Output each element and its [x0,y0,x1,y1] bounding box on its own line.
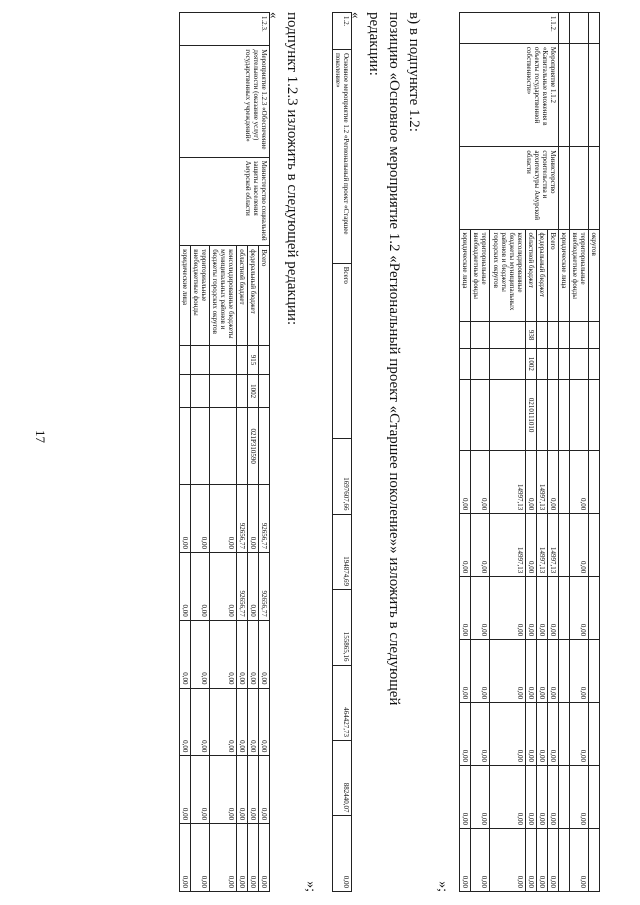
cell-value: 464427,73 [332,665,351,740]
cell-csr [547,379,558,450]
cell-grbs [471,322,490,349]
cell-csr [236,408,247,485]
cell-source: Всего [258,246,269,346]
cell-no [588,13,599,44]
cell-value: 0,00 [490,640,525,703]
cell-value: 0,00 [209,824,236,892]
cell-value: 882440,07 [332,740,351,815]
cell-source: Всего [547,229,558,322]
cell-value: 0,00 [547,828,558,891]
cell-value: 0,00 [460,451,471,514]
cell-value [558,514,569,577]
cell-value: 0,00 [569,514,588,577]
cell-value [558,766,569,829]
cell-value: 0,00 [525,577,536,640]
table-mid [332,12,352,892]
cell-value: 0,00 [547,451,558,514]
cell-value: 0,00 [179,756,190,824]
cell-value: 0,00 [525,703,536,766]
cell-value: 0,00 [247,756,258,824]
cell-value: 0,00 [236,756,247,824]
cell-value: 14997,13 [536,451,547,514]
table-row [258,13,269,892]
cell-value: 0,00 [490,828,525,891]
cell-csr [588,379,599,450]
cell-rz [179,374,190,407]
cell-source: юридические лица [558,229,569,322]
cell-grbs [209,346,236,375]
cell-value: 0,00 [179,552,190,620]
cell-source: округов [588,229,599,322]
cell-value: 0,00 [471,766,490,829]
cell-value: 0,00 [209,485,236,553]
cell-value: 0,00 [490,703,525,766]
cell-value: 0,00 [460,703,471,766]
cell-csr: 0210111010 [525,379,536,450]
cell-grbs [558,322,569,349]
cell-value: 0,00 [209,552,236,620]
cell-value: 0,00 [471,577,490,640]
cell-value: 0,00 [569,766,588,829]
cell-csr [209,408,236,485]
cell-grbs [190,346,209,375]
cell-value: 0,00 [209,756,236,824]
cell-no [569,13,588,44]
cell-value [588,514,599,577]
cell-value: 0,00 [190,620,209,688]
cell-source: областной бюджет [236,246,247,346]
cell-value: 14997,13 [490,451,525,514]
cell-value: 0,00 [258,688,269,756]
cell-csr [190,408,209,485]
cell-csr [490,379,525,450]
cell-no [558,13,569,44]
cell-value: 0,00 [247,620,258,688]
cell-csr [460,379,471,450]
cell-grbs [258,346,269,375]
cell-executor: Министерство строительства и архитектуры Амурской области [460,147,558,229]
cell-csr [471,379,490,450]
cell-value [558,577,569,640]
cell-rz [209,374,236,407]
cell-value: 0,00 [547,766,558,829]
cell-value: 0,00 [190,552,209,620]
cell-value [558,640,569,703]
cell-value: 0,00 [179,688,190,756]
cell-value: 92656,77 [258,485,269,553]
cell-value [588,766,599,829]
cell-rz [236,374,247,407]
text-line-2: позицию «Основное мероприятие 1.2 «Региональный проект «Старшее поколение»» изложить в следующей [386,12,402,706]
cell-value: 0,00 [258,824,269,892]
cell-value: 194874,69 [332,514,351,589]
cell-name [558,43,569,146]
cell-value: 0,00 [460,514,471,577]
cell-grbs [536,322,547,349]
cell-rz [569,348,588,379]
table-row [547,13,558,892]
cell-name [569,43,588,146]
cell-value: 0,00 [569,828,588,891]
text-line-1: в) в подпункте 1.2: [406,12,422,132]
cell-value: 0,00 [471,451,490,514]
cell-value: 0,00 [525,828,536,891]
cell-value: 14997,13 [536,514,547,577]
cell-rz [258,374,269,407]
cell-value: 0,00 [525,766,536,829]
cell-rz [547,348,558,379]
cell-value: 0,00 [569,577,588,640]
cell-csr [558,379,569,450]
cell-name: Основное мероприятие 1.2 «Региональный проект «Старшее поколение» [332,50,351,264]
cell-value [588,703,599,766]
cell-value: 0,00 [569,640,588,703]
text-line-3: редакции: [366,12,382,76]
cell-value: 14997,13 [490,514,525,577]
cell-value: 0,00 [536,766,547,829]
closing-quote-1: »; [435,881,450,892]
cell-value: 0,00 [460,828,471,891]
cell-value: 0,00 [258,756,269,824]
cell-rz: 1002 [525,348,536,379]
cell-value: 0,00 [490,577,525,640]
cell-source: юридические лица [460,229,471,322]
cell-grbs: 938 [525,322,536,349]
cell-source: территориальные внебюджетные фонды [190,246,209,346]
cell-name [588,43,599,146]
cell-no: 1.2.3. [179,13,269,46]
cell-value [558,828,569,891]
table-row [588,13,599,892]
table-top [459,12,600,892]
cell-grbs [460,322,471,349]
cell-grbs [588,322,599,349]
table-row [558,13,569,892]
cell-value: 92656,77 [236,485,247,553]
cell-value: 0,00 [190,756,209,824]
cell-value: 0,00 [536,703,547,766]
cell-executor [588,147,599,229]
cell-source: консолидированные бюджеты муниципальных районов и бюджеты городских округов [490,229,525,322]
cell-rz [460,348,471,379]
cell-grbs [569,322,588,349]
rotated-content [40,12,600,892]
cell-value: 0,00 [332,816,351,892]
cell-source: консолидированные бюджеты муниципальных районов и бюджеты городских округов [209,246,236,346]
cell-value: 0,00 [536,577,547,640]
cell-grbs [179,346,190,375]
cell-value: 0,00 [460,766,471,829]
cell-csr [569,379,588,450]
cell-no: 1.2. [332,13,351,50]
cell-value: 0,00 [547,703,558,766]
cell-source: юридические лица [179,246,190,346]
cell-value: 0,00 [209,620,236,688]
cell-value: 0,00 [460,577,471,640]
cell-value: 0,00 [471,640,490,703]
cell-source: областной бюджет [525,229,536,322]
cell-value [588,577,599,640]
cell-value: 0,00 [471,514,490,577]
cell-value: 0,00 [460,640,471,703]
cell-value: 0,00 [536,828,547,891]
cell-csr [179,408,190,485]
cell-source: федеральный бюджет [247,246,258,346]
cell-rz [536,348,547,379]
cell-value: 155865,16 [332,590,351,665]
cell-source: Всего [332,263,351,438]
cell-value [588,451,599,514]
cell-source: территориальные внебюджетные фонды [569,229,588,322]
cell-value: 0,00 [569,703,588,766]
cell-value: 0,00 [190,824,209,892]
cell-executor [558,147,569,229]
cell-csr [536,379,547,450]
cell-value: 0,00 [179,485,190,553]
cell-value: 0,00 [525,514,536,577]
opening-quote-2: « [267,12,282,19]
cell-value: 0,00 [209,688,236,756]
cell-value: 0,00 [525,451,536,514]
cell-value: 0,00 [471,703,490,766]
cell-value: 0,00 [236,824,247,892]
cell-name: Мероприятие 1.1.2 «Капитальные вложения в объекты государственной собственности» [460,43,558,146]
cell-value [588,640,599,703]
cell-value: 0,00 [190,688,209,756]
cell-value: 92656,77 [258,552,269,620]
cell-name: Мероприятие 1.2.3 «Обеспечение деятельности (оказание услуг) государственных учреждений» [179,46,269,157]
cell-value: 0,00 [236,688,247,756]
cell-csr [258,408,269,485]
cell-value: 0,00 [547,577,558,640]
cell-csr: 021P310590 [247,408,258,485]
cell-no: 1.1.2. [460,13,558,44]
cell-value: 0,00 [525,640,536,703]
cell-grbs [490,322,525,349]
cell-value [588,828,599,891]
cell-value: 1697607,66 [332,439,351,514]
cell-rz [190,374,209,407]
cell-grbs: 915 [247,346,258,375]
cell-rz: 1002 [247,374,258,407]
cell-value: 0,00 [190,485,209,553]
cell-value: 0,00 [179,620,190,688]
cell-value [558,451,569,514]
cell-value: 0,00 [247,688,258,756]
table-bottom [179,12,270,892]
cell-source: федеральный бюджет [536,229,547,322]
text-line-4: подпункт 1.2.3 изложить в следующей редакции: [284,12,300,326]
cell-value: 14997,13 [547,514,558,577]
cell-value: 0,00 [536,640,547,703]
cell-value: 0,00 [258,620,269,688]
table-row [332,13,351,892]
closing-quote-2: »; [303,881,318,892]
cell-executor: Министерство социальной защиты населения Амурской области [179,157,269,245]
cell-value: 0,00 [236,620,247,688]
table-row [569,13,588,892]
cell-rz [471,348,490,379]
cell-source: территориальные внебюджетные фонды [471,229,490,322]
page-number: 17 [33,430,48,443]
cell-value: 0,00 [490,766,525,829]
cell-executor [569,147,588,229]
cell-value: 0,00 [179,824,190,892]
cell-value [558,703,569,766]
cell-grbs [236,346,247,375]
cell-value: 0,00 [247,552,258,620]
opening-quote-1: « [349,12,364,19]
cell-rz [588,348,599,379]
cell-value: 0,00 [247,824,258,892]
cell-value: 0,00 [569,451,588,514]
cell-value: 0,00 [247,485,258,553]
cell-grbs [547,322,558,349]
cell-rz [558,348,569,379]
cell-value: 0,00 [547,640,558,703]
cell-value: 0,00 [471,828,490,891]
cell-value: 92656,77 [236,552,247,620]
cell-rz [490,348,525,379]
